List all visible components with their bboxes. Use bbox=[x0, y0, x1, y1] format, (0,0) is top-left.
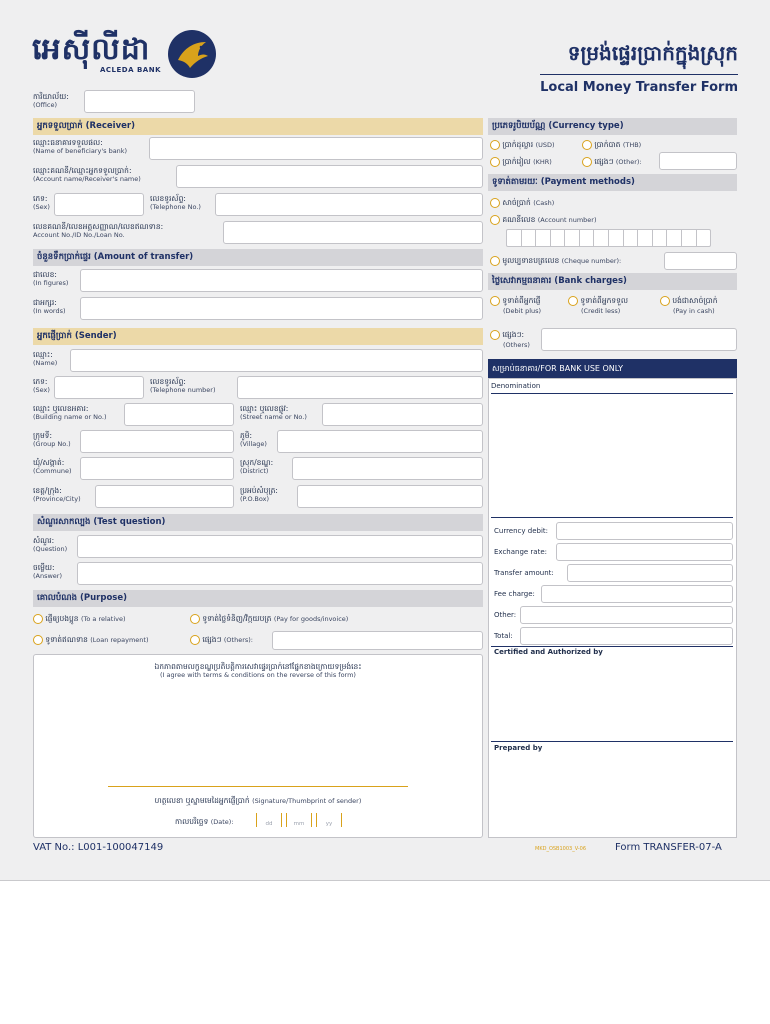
logo-english-text: ACLEDA BANK bbox=[100, 66, 161, 74]
title-divider bbox=[540, 74, 738, 75]
receiver-phone-label: លេខទូរស័ព្ទ: (Telephone No.) bbox=[150, 194, 201, 211]
agreement-text: ឯកភាពតាមលក្ខខណ្ឌប្រតិបត្តិការសេវាផ្ទេរប្រាក់នៅផ្នែកខាងក្រោយទម្រង់នេះ (I agree with terms & conditions on the reverse of this form) bbox=[154, 662, 362, 679]
certified-rule bbox=[491, 646, 733, 647]
payment-account-option[interactable]: គណនីលេខ (Account number) bbox=[490, 215, 597, 226]
sender-sex-label: ភេទ: (Sex) bbox=[33, 377, 50, 394]
radio-button[interactable] bbox=[190, 635, 200, 645]
radio-button[interactable] bbox=[490, 330, 500, 340]
amount-section-header: ចំនួនទឹកប្រាក់ផ្ទេរ (Amount of transfer) bbox=[33, 249, 483, 266]
question-label: សំណួរ: (Question) bbox=[33, 536, 68, 553]
charges-others-option[interactable]: ផ្សេងៗ: (Others) bbox=[490, 330, 530, 350]
village-input[interactable] bbox=[277, 430, 483, 453]
pobox-input[interactable] bbox=[297, 485, 483, 508]
pobox-label: ប្រអប់សំបុត្រ: (P.O.Box) bbox=[240, 486, 278, 503]
date-label: កាលបរិច្ឆេទ (Date): bbox=[175, 817, 234, 826]
receiver-name-label: ឈ្មោះគណនី/ឈ្មោះអ្នកទទួលប្រាក់: (Account name/Receiver's name) bbox=[33, 166, 141, 183]
test-question-section-header: សំណួរសាកល្បង (Test question) bbox=[33, 514, 483, 531]
signature-label: ហត្ថលេខា ឬស្នាមមេដៃអ្នកផ្ញើប្រាក់ (Signature/Thumbprint of sender) bbox=[154, 796, 362, 805]
payment-cheque-option[interactable]: មូលប្បទានបត្រលេខ (Cheque number): bbox=[490, 256, 621, 267]
radio-button[interactable] bbox=[490, 140, 500, 150]
form-title-khmer: ទម្រង់ផ្ទេរប្រាក់ក្នុងស្រុក bbox=[567, 41, 738, 65]
radio-button[interactable] bbox=[33, 635, 43, 645]
sender-phone-input[interactable] bbox=[237, 376, 483, 399]
bird-logo-icon bbox=[168, 30, 216, 78]
radio-button[interactable] bbox=[33, 614, 43, 624]
charges-credit-option[interactable]: ទូទាត់ពីអ្នកទទួល (Credit less) bbox=[568, 296, 628, 316]
sender-phone-label: លេខទូរស័ព្ទ: (Telephone number) bbox=[150, 377, 216, 394]
street-input[interactable] bbox=[322, 403, 483, 426]
currency-thb-option[interactable]: ប្រាក់បាត (THB) bbox=[582, 140, 641, 151]
currency-usd-option[interactable]: ប្រាក់ដុល្លារ (USD) bbox=[490, 140, 555, 151]
charges-others-input[interactable] bbox=[541, 328, 737, 351]
amount-words-label: ជាអក្សរ: (In words) bbox=[33, 298, 66, 315]
denomination-label: Denomination bbox=[491, 382, 541, 390]
office-label: ការិយាល័យ: (Office) bbox=[33, 92, 69, 109]
date-day-field[interactable]: dd bbox=[256, 813, 282, 827]
sender-name-input[interactable] bbox=[70, 349, 483, 372]
date-month-field[interactable]: mm bbox=[286, 813, 312, 827]
account-number-cells[interactable] bbox=[506, 229, 711, 247]
radio-button[interactable] bbox=[490, 198, 500, 208]
form-id: Form TRANSFER-07-A bbox=[615, 842, 722, 853]
radio-button[interactable] bbox=[190, 614, 200, 624]
receiver-sex-label: ភេទ: (Sex) bbox=[33, 194, 50, 211]
fee-charge-label: Fee charge: bbox=[494, 590, 535, 598]
amount-words-input[interactable] bbox=[80, 297, 483, 320]
receiver-name-input[interactable] bbox=[176, 165, 483, 188]
total-input[interactable] bbox=[520, 627, 733, 645]
purpose-others-input[interactable] bbox=[272, 631, 483, 650]
sender-sex-input[interactable] bbox=[54, 376, 144, 399]
building-input[interactable] bbox=[124, 403, 234, 426]
other-input[interactable] bbox=[520, 606, 733, 624]
denomination-top-rule bbox=[491, 393, 733, 394]
date-year-field[interactable]: yy bbox=[316, 813, 342, 827]
radio-button[interactable] bbox=[582, 140, 592, 150]
receiver-sex-input[interactable] bbox=[54, 193, 144, 216]
amount-figures-label: ជាលេខ: (In figures) bbox=[33, 270, 69, 287]
form-code: MKD_OSB1003_V-06 bbox=[535, 846, 587, 852]
purpose-section-header: គោលបំណង (Purpose) bbox=[33, 590, 483, 607]
payment-cash-option[interactable]: សាច់ប្រាក់ (Cash) bbox=[490, 198, 554, 209]
beneficiary-bank-input[interactable] bbox=[149, 137, 483, 160]
cheque-number-input[interactable] bbox=[664, 252, 737, 270]
commune-label: ឃុំ/សង្កាត់: (Commune) bbox=[33, 458, 72, 475]
currency-khr-option[interactable]: ប្រាក់រៀល (KHR) bbox=[490, 157, 552, 168]
prepared-label: Prepared by bbox=[494, 744, 543, 752]
answer-label: ចម្លើយ: (Answer) bbox=[33, 563, 63, 580]
purpose-others-option[interactable]: ផ្សេងៗ (Others): bbox=[190, 635, 253, 646]
radio-button[interactable] bbox=[490, 215, 500, 225]
exchange-rate-input[interactable] bbox=[556, 543, 733, 561]
currency-debit-label: Currency debit: bbox=[494, 527, 549, 535]
district-input[interactable] bbox=[292, 457, 483, 480]
province-label: ខេត្ត/ក្រុង: (Province/City) bbox=[33, 486, 81, 503]
transfer-amount-label: Transfer amount: bbox=[494, 569, 554, 577]
building-label: ឈ្មោះ ឬលេខអគារ: (Building name or No.) bbox=[33, 404, 107, 421]
radio-button[interactable] bbox=[660, 296, 670, 306]
payment-section-header: ទូទាត់តាមរយៈ (Payment methods) bbox=[488, 174, 737, 191]
sender-section-header: អ្នកផ្ញើប្រាក់ (Sender) bbox=[33, 328, 483, 345]
radio-button[interactable] bbox=[582, 157, 592, 167]
radio-button[interactable] bbox=[490, 256, 500, 266]
charges-debit-option[interactable]: ទូទាត់ពីអ្នកផ្ញើ (Debit plus) bbox=[490, 296, 541, 316]
fee-charge-input[interactable] bbox=[541, 585, 733, 603]
radio-button[interactable] bbox=[490, 296, 500, 306]
vat-number: VAT No.: L001-100047149 bbox=[33, 842, 164, 853]
currency-debit-input[interactable] bbox=[556, 522, 733, 540]
currency-section-header: ប្រភេទរូបិយប័ណ្ណ (Currency type) bbox=[488, 118, 737, 135]
total-label: Total: bbox=[494, 632, 513, 640]
village-label: ភូមិ: (Village) bbox=[240, 431, 267, 448]
amount-figures-input[interactable] bbox=[80, 269, 483, 292]
form-title-english: Local Money Transfer Form bbox=[540, 80, 738, 95]
province-input[interactable] bbox=[95, 485, 234, 508]
currency-other-option[interactable]: ផ្សេងៗ (Other): bbox=[582, 157, 642, 168]
denomination-bottom-rule bbox=[491, 517, 733, 518]
receiver-account-input[interactable] bbox=[223, 221, 483, 244]
exchange-rate-label: Exchange rate: bbox=[494, 548, 548, 556]
commune-input[interactable] bbox=[80, 457, 234, 480]
group-input[interactable] bbox=[80, 430, 234, 453]
charges-cash-option[interactable]: បង់ជាសាច់ប្រាក់ (Pay in cash) bbox=[660, 296, 717, 316]
agreement-signature-panel bbox=[33, 654, 483, 838]
prepared-rule bbox=[491, 741, 733, 742]
sender-name-label: ឈ្មោះ: (Name) bbox=[33, 350, 58, 367]
receiver-section-header: អ្នកទទួលប្រាក់ (Receiver) bbox=[33, 118, 483, 135]
bank-charges-section-header: ថ្លៃសេវាកម្មធនាគារ (Bank charges) bbox=[488, 273, 737, 290]
beneficiary-bank-label: ឈ្មោះធនាគារទទួលផល: (Name of beneficiary's bank) bbox=[33, 138, 128, 155]
signature-line bbox=[108, 786, 408, 787]
radio-button[interactable] bbox=[568, 296, 578, 306]
purpose-relative-option[interactable]: ផ្ញើឲ្យបងប្អូន (To a relative) bbox=[33, 614, 126, 625]
currency-other-input[interactable] bbox=[659, 152, 737, 170]
radio-button[interactable] bbox=[490, 157, 500, 167]
office-input[interactable] bbox=[84, 90, 195, 113]
question-input[interactable] bbox=[77, 535, 483, 558]
certified-label: Certified and Authorized by bbox=[494, 648, 603, 656]
transfer-amount-input[interactable] bbox=[567, 564, 733, 582]
other-label: Other: bbox=[494, 611, 517, 619]
receiver-account-label: លេខគណនី/លេខអត្តសញ្ញាណ/លេខឥណទាន: Account No./ID No./Loan No. bbox=[33, 222, 164, 239]
answer-input[interactable] bbox=[77, 562, 483, 585]
district-label: ស្រុក/ខណ្ឌ: (District) bbox=[240, 458, 274, 475]
receiver-phone-input[interactable] bbox=[215, 193, 483, 216]
purpose-goods-option[interactable]: ទូទាត់ថ្លៃទំនិញ/វិក្កយបត្រ (Pay for goods/invoice) bbox=[190, 614, 348, 625]
purpose-loan-option[interactable]: ទូទាត់ឥណទាន (Loan repayment) bbox=[33, 635, 148, 646]
bank-use-header: សម្រាប់ធនាគារ/FOR BANK USE ONLY bbox=[488, 359, 737, 378]
group-label: ក្រុមទី: (Group No.) bbox=[33, 431, 71, 448]
street-label: ឈ្មោះ ឬលេខផ្លូវ: (Street name or No.) bbox=[240, 404, 307, 421]
logo-khmer-text: អេស៊ីលីដា bbox=[32, 32, 151, 67]
